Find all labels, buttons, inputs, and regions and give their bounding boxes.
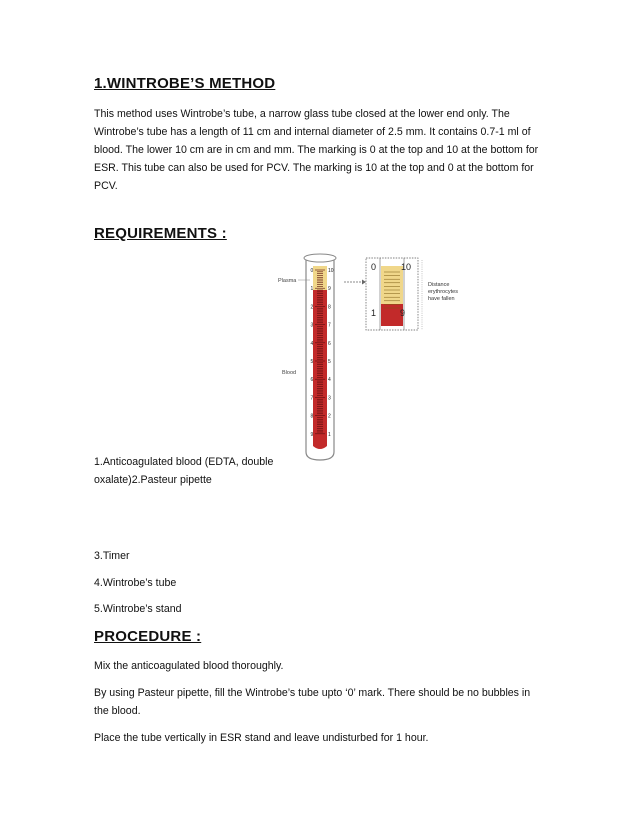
wintrobe-tube-figure	[272, 246, 482, 471]
requirement-item-1: 1.Anticoagulated blood (EDTA, double oxalate)2.Pasteur pipette	[94, 456, 274, 486]
zoom-left-top: 0	[371, 262, 377, 272]
tube-scale-right-label: 10	[328, 268, 334, 274]
distance-label-3: have fallen	[428, 296, 455, 302]
zoom-right-bottom: 9	[400, 308, 406, 318]
intro-paragraph: This method uses Wintrobe’s tube, a narrow glass tube closed at the lower end only. The Wintrobe’s tube has a length of 11 cm and internal diameter of 2.5 mm. It contains 0.7-1 ml of blood. The lower 10 cm are in cm and mm. The marking is 0 at the top and 10 at the bottom for ESR. This tube can also be used for PCV. The marking is 10 at the top and 0 at the bottom for PCV.	[94, 108, 539, 192]
tube-scale-left-label: 7	[310, 395, 314, 402]
tube-scale-left-label: 5	[310, 359, 314, 365]
requirement-item-5: 5.Wintrobe’s stand	[94, 603, 182, 615]
distance-label-1: Distance	[428, 282, 450, 288]
tube-scale-left-label: 2	[310, 304, 314, 311]
tube-scale-right-label: 5	[328, 359, 331, 365]
section-heading-wintrobe: 1.WINTROBE’S METHOD	[94, 75, 276, 92]
procedure-step-1: Mix the anticoagulated blood thoroughly.	[94, 660, 284, 672]
tube-scale-left-label: 8	[310, 413, 314, 420]
distance-label-2: erythrocytes	[428, 289, 458, 295]
procedure-step-2: By using Pasteur pipette, fill the Wintrobe’s tube upto ‘0’ mark. There should be no bubbles in the blood.	[94, 687, 531, 717]
zoom-inset	[366, 258, 418, 330]
wintrobe-tube	[304, 254, 336, 460]
tube-scale-right-label: 1	[328, 431, 331, 438]
tube-scale-left-label: 3	[310, 322, 314, 329]
requirement-item-4: 4.Wintrobe’s tube	[94, 577, 177, 589]
tube-scale-right-label: 3	[328, 395, 331, 402]
requirements-heading: REQUIREMENTS :	[94, 225, 227, 242]
tube-scale-right-label: 4	[328, 377, 331, 384]
zoom-right-top: 10	[401, 262, 412, 272]
tube-scale-right-label: 9	[328, 286, 331, 293]
tube-scale-left-label: 9	[310, 431, 314, 438]
tube-scale-right-label: 6	[328, 340, 331, 347]
tube-scale-right-label: 7	[328, 322, 331, 329]
procedure-step-3: Place the tube vertically in ESR stand and leave undisturbed for 1 hour.	[94, 732, 429, 744]
tube-scale-left-label: 1	[310, 286, 314, 293]
arrow-icon	[362, 280, 366, 285]
tube-scale-left-label: 6	[310, 377, 314, 384]
tube-scale-left-label: 4	[310, 340, 314, 347]
requirement-item-3: 3.Timer	[94, 550, 130, 562]
plasma-label: Plasma	[278, 278, 297, 284]
procedure-heading: PROCEDURE :	[94, 628, 202, 645]
tube-scale-left-label: 0	[310, 268, 314, 274]
blood-label: Blood	[282, 370, 297, 376]
zoom-left-bottom: 1	[371, 308, 377, 318]
tube-scale-right-label: 8	[328, 304, 331, 311]
tube-scale-right-label: 2	[328, 413, 331, 420]
